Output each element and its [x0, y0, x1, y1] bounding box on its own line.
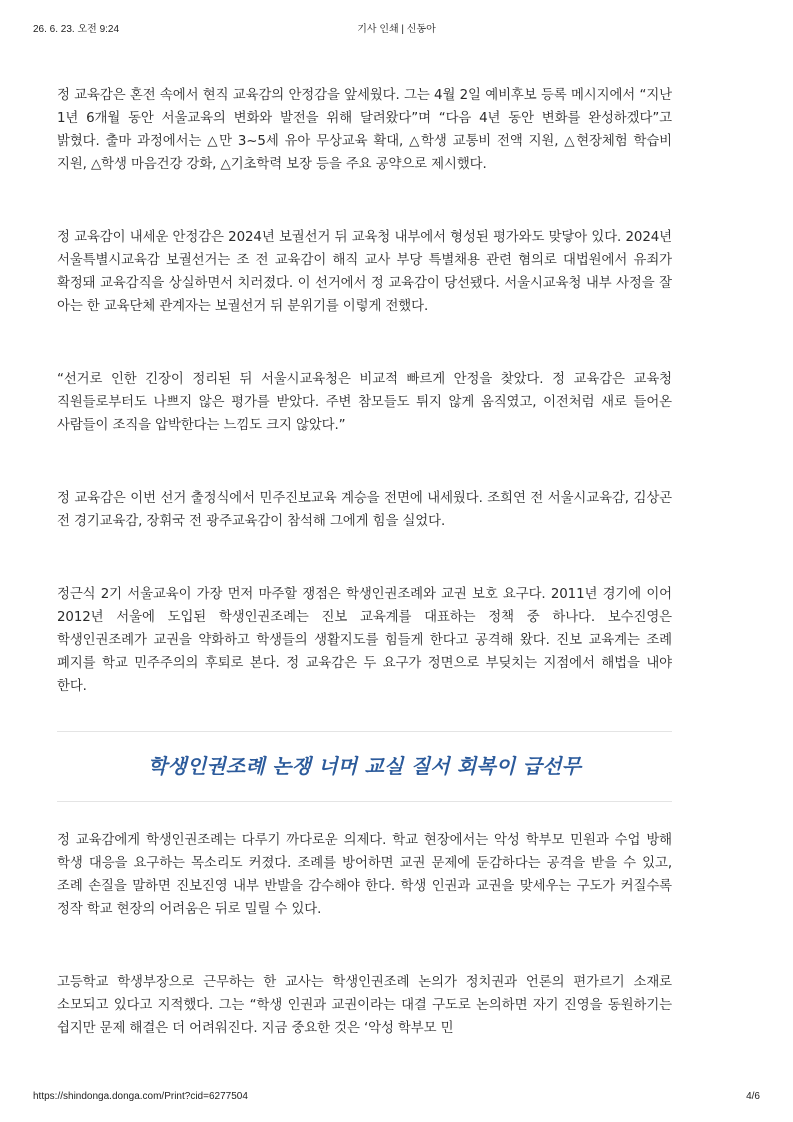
subheading-block — [57, 732, 672, 801]
print-footer — [33, 1091, 760, 1107]
print-header — [33, 20, 760, 36]
article-subheading: 학생인권조례 논쟁 너머 교실 질서 회복이 급선무 — [147, 754, 582, 778]
article-url: https://shindonga.donga.com/Print?cid=6277504 — [33, 1091, 248, 1102]
article-body — [57, 84, 672, 1040]
article-paragraph: 정 교육감이 내세운 안정감은 2024년 보궐선거 뒤 교육청 내부에서 형성된 평가와도 맞닿아 있다. 2024년 서울특별시교육감 보궐선거는 조 전 교육감이 해직 교사 부당 특별채용 관련 혐의로 대법원에서 유죄가 확정돼 교육감직을 상실하면서 치러졌다. 이 선거에서 정 교육감이 당선됐다. 서울시교육청 내부 사정을 잘 아는 한 교육단체 관계자는 보궐선거 뒤 분위기를 이렇게 전했다. — [57, 230, 672, 314]
print-datetime: 26. 6. 23. 오전 9:24 — [33, 24, 120, 35]
article-paragraph: 정 교육감에게 학생인권조례는 다루기 까다로운 의제다. 학교 현장에서는 악성 학부모 민원과 수업 방해 학생 대응을 요구하는 목소리도 커졌다. 조례를 방어하면 교권 문제에 둔감하다는 공격을 받을 수 있고, 조례 손질을 말하면 진보진영 내부 반발을 감수해야 한다. 학생 인권과 교권을 맞세우는 구도가 커질수록 정작 학교 현장의 어려움은 뒤로 밀릴 수 있다. — [57, 833, 672, 917]
article-paragraph: 정근식 2기 서울교육이 가장 먼저 마주할 쟁점은 학생인권조례와 교권 보호 요구다. 2011년 경기에 이어 2012년 서울에 도입된 학생인권조례는 진보 교육계를 대표하는 정책 중 하나다. 보수진영은 학생인권조례가 교권을 약화하고 학생들의 생활지도를 힘들게 한다고 공격해 왔다. 진보 교육계는 조례 폐지를 학교 민주주의의 후퇴로 본다. 정 교육감은 두 요구가 정면으로 부딪치는 지점에서 해법을 내야 한다. — [57, 587, 672, 694]
article-paragraph: 정 교육감은 혼전 속에서 현직 교육감의 안정감을 앞세웠다. 그는 4월 2일 예비후보 등록 메시지에서 “지난 1년 6개월 동안 서울교육의 변화와 발전을 위해 달려왔다”며 “다음 4년 동안 변화를 완성하겠다”고 밝혔다. 출마 과정에서는 △만 3~5세 유아 무상교육 확대, △학생 교통비 전액 지원, △현장체험 학습비 지원, △학생 마음건강 강화, △기초학력 보장 등을 주요 공약으로 제시했다. — [57, 88, 672, 172]
page-number: 4/6 — [746, 1091, 760, 1102]
article-paragraph: 고등학교 학생부장으로 근무하는 한 교사는 학생인권조례 논의가 정치권과 언론의 편가르기 소재로 소모되고 있다고 지적했다. 그는 “학생 인권과 교권이라는 대결 구도로 논의하면 자기 진영을 동원하기는 쉽지만 문제 해결은 더 어려워진다. 지금 중요한 것은 ‘악성 학부모 민 — [57, 975, 672, 1036]
article-paragraph: 정 교육감은 이번 선거 출정식에서 민주진보교육 계승을 전면에 내세웠다. 조희연 전 서울시교육감, 김상곤 전 경기교육감, 장휘국 전 광주교육감이 참석해 그에게 힘을 실었다. — [57, 491, 672, 529]
subheading-divider-bottom — [57, 801, 672, 802]
article-quote-paragraph: “선거로 인한 긴장이 정리된 뒤 서울시교육청은 비교적 빠르게 안정을 찾았다. 정 교육감은 교육청 직원들로부터도 나쁘지 않은 평가를 받았다. 주변 참모들도 튀지 않게 움직였고, 이전처럼 새로 들어온 사람들이 조직을 압박한다는 느낌도 크지 않았다.” — [57, 372, 672, 433]
print-page-title: 기사 인쇄 | 신동아 — [357, 24, 436, 35]
